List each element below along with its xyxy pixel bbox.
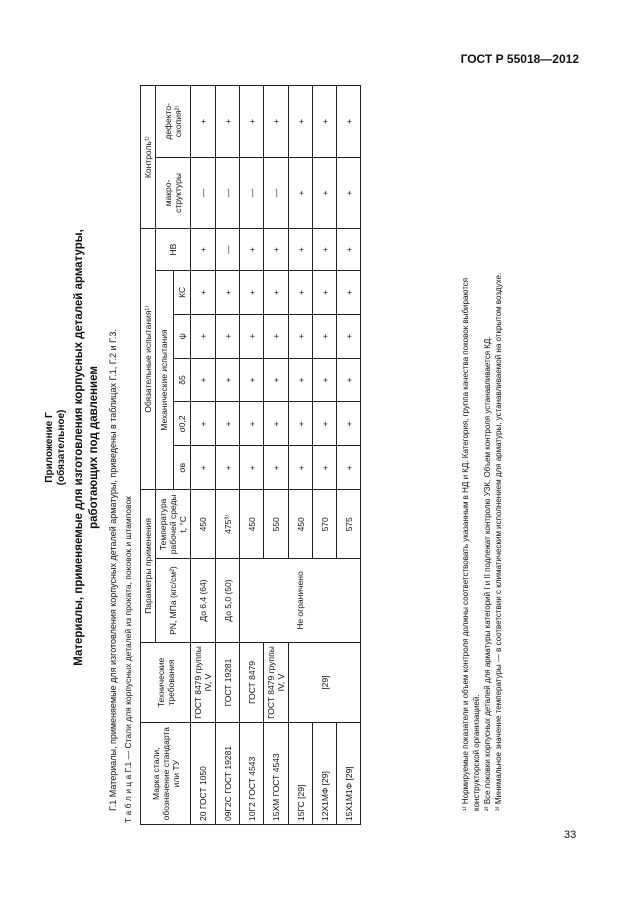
cell-sigma-b: +	[264, 446, 289, 490]
cell-temp: 450	[240, 490, 264, 559]
cell-pn: Не ограничено	[240, 559, 361, 642]
cell-hb: +	[264, 229, 289, 271]
cell-sigma-02: +	[191, 402, 216, 446]
cell-sigma-02: +	[289, 402, 313, 446]
cell-sigma-02: +	[313, 402, 337, 446]
cell-sigma-02: +	[264, 402, 289, 446]
header-mech-tests: Механические испытания	[156, 270, 174, 489]
cell-sigma-02: +	[240, 402, 264, 446]
cell-macro: —	[264, 157, 289, 229]
cell-sigma-b: +	[337, 446, 361, 490]
header-control: Контроль¹⁾	[141, 86, 156, 229]
cell-sigma-b: +	[289, 446, 313, 490]
cell-hb: +	[313, 229, 337, 271]
footnote-3: ³⁾ Минимальное значение температуры — в соответствии с климатическим исполнением для арматуры, устанавливаемой на открытом воздухе.	[494, 272, 503, 811]
cell-kcu: +	[337, 270, 361, 314]
cell-macro: +	[337, 157, 361, 229]
header-hb: НВ	[156, 229, 191, 271]
cell-kcu: +	[240, 270, 264, 314]
cell-defect: +	[240, 86, 264, 158]
cell-hb: —	[216, 229, 240, 271]
cell-defect: +	[191, 86, 216, 158]
cell-delta5: +	[216, 358, 240, 402]
appendix-label: Приложение Г	[44, 412, 55, 483]
cell-sigma-b: +	[191, 446, 216, 490]
cell-delta5: +	[264, 358, 289, 402]
cell-temp: 475³⁾	[216, 490, 240, 559]
footnote-1-continuation: конструкторской организацией.	[472, 694, 481, 811]
cell-psi: +	[216, 314, 240, 358]
footnotes	[460, 71, 504, 811]
steel-table	[140, 85, 361, 825]
cell-delta5: +	[313, 358, 337, 402]
cell-pn: До 5,0 (50)	[216, 559, 240, 642]
cell-psi: +	[191, 314, 216, 358]
header-sigma-b: σв	[173, 446, 191, 490]
header-sigma-02: σ0,2	[173, 402, 191, 446]
cell-macro: +	[289, 157, 313, 229]
cell-kcu: +	[313, 270, 337, 314]
cell-defect: +	[289, 86, 313, 158]
cell-psi: +	[240, 314, 264, 358]
cell-kcu: +	[191, 270, 216, 314]
table-caption: Т а б л и ц а Г.1 — Стали для корпусных деталей из проката, поковок и штамповок	[123, 496, 133, 823]
header-macro: макро-структуры	[156, 157, 191, 229]
table-row	[191, 86, 216, 825]
header-mark: Марка стали, обозначение стандарта или ТУ	[141, 723, 191, 825]
header-defect: дефекто-скопия²⁾	[156, 86, 191, 158]
cell-mark: 15ГС [29]	[289, 723, 313, 825]
cell-sigma-b: +	[240, 446, 264, 490]
cell-sigma-02: +	[337, 402, 361, 446]
appendix-title-line2: работающих под давлением	[88, 366, 100, 529]
cell-mark: 10Г2 ГОСТ 4543	[240, 723, 264, 825]
cell-kcu: +	[289, 270, 313, 314]
rotated-content	[40, 70, 540, 825]
cell-macro: —	[240, 157, 264, 229]
cell-temp: 450	[191, 490, 216, 559]
cell-hb: +	[240, 229, 264, 271]
cell-tech: ГОСТ 8479 группы IV, V	[264, 642, 289, 723]
cell-mark: 20 ГОСТ 1050	[191, 723, 216, 825]
header-delta5: δ5	[173, 358, 191, 402]
cell-sigma-02: +	[216, 402, 240, 446]
table-row	[264, 86, 289, 825]
header-params: Параметры применения	[141, 490, 156, 642]
page-number: 33	[564, 829, 577, 841]
appendix-title-line1: Материалы, применяемые для изготовления корпусных деталей арматуры,	[73, 229, 85, 666]
cell-delta5: +	[191, 358, 216, 402]
cell-psi: +	[313, 314, 337, 358]
cell-temp: 575	[337, 490, 361, 559]
header-mandatory-tests: Обязательные испытания¹⁾	[141, 229, 156, 490]
cell-sigma-b: +	[313, 446, 337, 490]
cell-delta5: +	[337, 358, 361, 402]
cell-hb: +	[289, 229, 313, 271]
cell-mark: 15ХМ ГОСТ 4543	[264, 723, 289, 825]
cell-tech: ГОСТ 19281	[216, 642, 240, 723]
table-row	[216, 86, 240, 825]
cell-temp: 450	[289, 490, 313, 559]
header-tech: Технические требования	[141, 642, 191, 723]
cell-psi: +	[289, 314, 313, 358]
header-temp: Температура рабочей среды t, °С	[156, 490, 191, 559]
document-code: ГОСТ Р 55018—2012	[460, 52, 579, 66]
appendix-status: (обязательное)	[56, 409, 67, 486]
cell-macro: +	[313, 157, 337, 229]
table-row	[240, 86, 264, 825]
cell-temp: 550	[264, 490, 289, 559]
cell-hb: +	[191, 229, 216, 271]
cell-mark: 09Г2С ГОСТ 19281	[216, 723, 240, 825]
cell-tech: ГОСТ 8479 группы IV, V	[191, 642, 216, 723]
footnote-2: ²⁾ Все поковки корпусных деталей для арматуры категорий I и II подлежат контролю УЗК. Объем контроля устанавливается КД.	[483, 336, 492, 811]
intro-paragraph: Г.1 Материалы, применяемые для изготовления корпусных деталей арматуры, приведены в таблицах Г.1, Г.2 и Г.3.	[108, 329, 118, 811]
cell-mark: 15Х1М1Ф [29]	[337, 723, 361, 825]
cell-tech: [29]	[289, 642, 361, 723]
cell-kcu: +	[216, 270, 240, 314]
cell-psi: +	[264, 314, 289, 358]
cell-tech: ГОСТ 8479	[240, 642, 264, 723]
cell-macro: —	[216, 157, 240, 229]
cell-defect: +	[216, 86, 240, 158]
cell-delta5: +	[240, 358, 264, 402]
cell-defect: +	[337, 86, 361, 158]
cell-defect: +	[264, 86, 289, 158]
cell-defect: +	[313, 86, 337, 158]
cell-macro: —	[191, 157, 216, 229]
cell-temp: 570	[313, 490, 337, 559]
cell-sigma-b: +	[216, 446, 240, 490]
cell-hb: +	[337, 229, 361, 271]
cell-kcu: +	[264, 270, 289, 314]
cell-psi: +	[337, 314, 361, 358]
table-row	[289, 86, 313, 825]
footnote-1: ¹⁾ Нормируемые показатели и объем контроля должны соответствовать указанным в НД и КД. Категория, группа качества поковок выбираются	[461, 277, 470, 811]
cell-delta5: +	[289, 358, 313, 402]
header-pn: PN, МПа (кгс/см²)	[156, 559, 191, 642]
cell-mark: 12Х1МФ [29]	[313, 723, 337, 825]
cell-pn: До 6,4 (64)	[191, 559, 216, 642]
header-kcu: КС	[173, 270, 191, 314]
header-psi: ψ	[173, 314, 191, 358]
